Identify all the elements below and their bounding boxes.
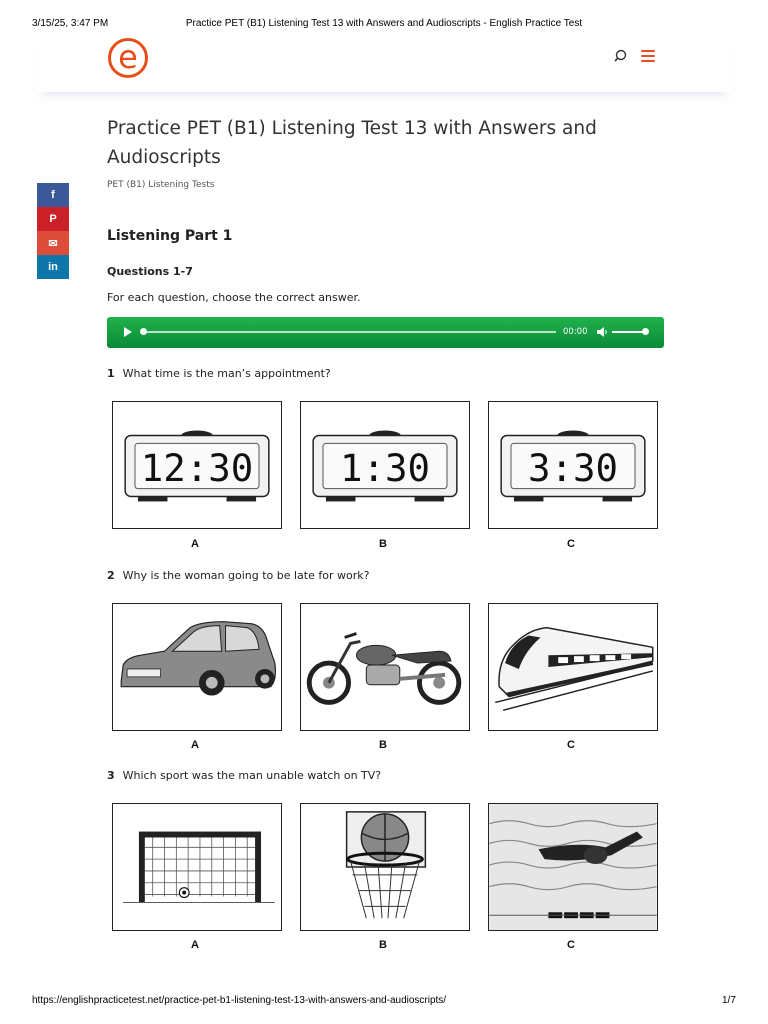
- question-text: Why is the woman going to be late for work?: [122, 569, 370, 582]
- audio-progress-bar[interactable]: [144, 331, 556, 333]
- option-letter: C: [567, 939, 575, 951]
- question-2: [107, 569, 369, 582]
- print-page-title: Practice PET (B1) Listening Test 13 with Answers and Audioscripts - English Practice Test: [185, 18, 583, 29]
- question-text: Which sport was the man unable watch on TV?: [122, 769, 382, 782]
- volume-slider[interactable]: [612, 331, 646, 333]
- hamburger-menu-icon[interactable]: [641, 50, 655, 62]
- q3-option-c-swimmer[interactable]: [488, 803, 658, 931]
- question-number: 1: [107, 367, 115, 380]
- q3-option-b-basketball[interactable]: [300, 803, 470, 931]
- site-logo[interactable]: e: [108, 38, 148, 78]
- question-number: 2: [107, 569, 115, 582]
- audio-time: 00:00: [563, 327, 588, 337]
- audio-progress-handle[interactable]: [140, 328, 147, 335]
- page-title: Practice PET (B1) Listening Test 13 with Answers and Audioscripts: [107, 118, 597, 168]
- q2-option-b-motorbike[interactable]: [300, 603, 470, 731]
- facebook-share-button[interactable]: f: [37, 183, 69, 207]
- print-page-number: 1/7: [722, 995, 736, 1006]
- option-letter: A: [191, 538, 199, 550]
- question-text: What time is the man’s appointment?: [122, 367, 331, 380]
- question-1: [107, 367, 331, 380]
- option-letter: B: [379, 939, 387, 951]
- option-letter: A: [191, 939, 199, 951]
- option-letter: C: [567, 538, 575, 550]
- car-icon: [113, 604, 281, 730]
- instruction-text: For each question, choose the correct answer.: [107, 291, 361, 304]
- basketball-hoop-icon: [301, 804, 469, 930]
- site-header: [36, 34, 732, 92]
- section-heading: Listening Part 1: [107, 228, 233, 244]
- category-link[interactable]: PET (B1) Listening Tests: [107, 180, 215, 190]
- linkedin-share-button[interactable]: in: [37, 255, 69, 279]
- questions-range-label: Questions 1-7: [107, 265, 193, 278]
- q2-option-c-train[interactable]: [488, 603, 658, 731]
- volume-icon[interactable]: [595, 325, 609, 339]
- swimmer-icon: [489, 804, 657, 930]
- q2-option-a-car[interactable]: [112, 603, 282, 731]
- motorbike-icon: [301, 604, 469, 730]
- question-number: 3: [107, 769, 115, 782]
- q1-option-a-clock[interactable]: [112, 401, 282, 529]
- option-letter: B: [379, 739, 387, 751]
- print-url: https://englishpracticetest.net/practice-pet-b1-listening-test-13-with-answers-and-audioscripts/: [32, 995, 447, 1006]
- football-goal-icon: [113, 804, 281, 930]
- pinterest-share-button[interactable]: P: [37, 207, 69, 231]
- clock-time-readout: 3:30: [527, 445, 619, 490]
- search-icon[interactable]: [613, 47, 631, 65]
- digital-clock-icon: [113, 402, 281, 528]
- q3-option-a-football-goal[interactable]: [112, 803, 282, 931]
- q1-option-b-clock[interactable]: [300, 401, 470, 529]
- option-letter: C: [567, 739, 575, 751]
- clock-time-readout: 12:30: [140, 445, 254, 490]
- digital-clock-icon: [489, 402, 657, 528]
- train-icon: [489, 604, 657, 730]
- question-3: [107, 769, 381, 782]
- print-datetime: 3/15/25, 3:47 PM: [32, 18, 109, 29]
- volume-slider-handle[interactable]: [642, 328, 649, 335]
- audio-player: [107, 317, 664, 348]
- digital-clock-icon: [301, 402, 469, 528]
- q1-option-c-clock[interactable]: [488, 401, 658, 529]
- play-icon[interactable]: [124, 327, 132, 337]
- option-letter: A: [191, 739, 199, 751]
- email-share-button[interactable]: ✉: [37, 231, 69, 255]
- clock-time-readout: 1:30: [339, 445, 431, 490]
- share-bar: [37, 183, 69, 279]
- option-letter: B: [379, 538, 387, 550]
